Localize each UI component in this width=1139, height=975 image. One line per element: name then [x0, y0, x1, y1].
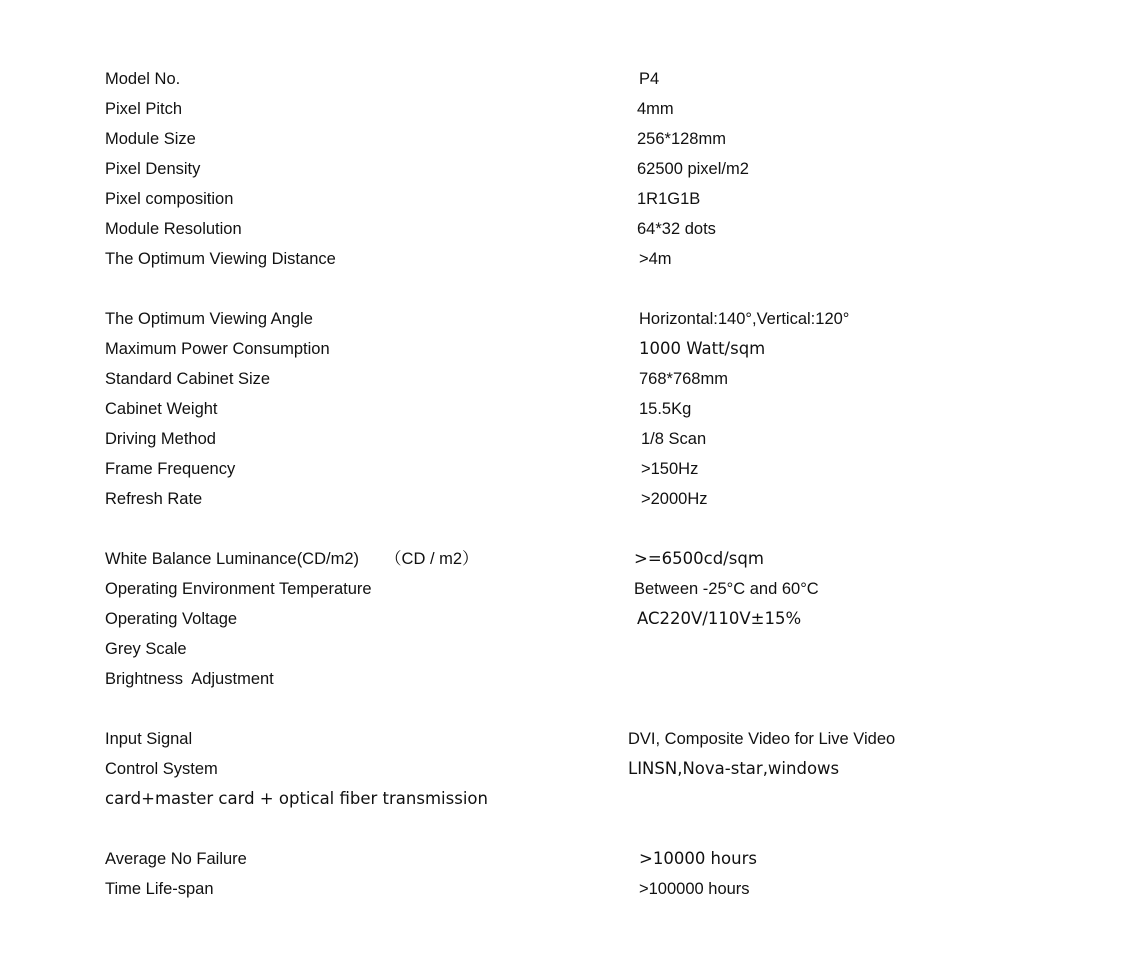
- spec-row-viewing-distance: [0, 244, 1139, 274]
- spec-label: Maximum Power Consumption: [105, 340, 330, 358]
- spec-label: Pixel Pitch: [105, 100, 183, 118]
- spec-value: P4: [639, 70, 660, 88]
- spec-label: Frame Frequency: [105, 460, 236, 478]
- spec-label: Pixel composition: [105, 190, 234, 208]
- spec-value: AC220V/110V±15%: [637, 609, 802, 628]
- spec-label: Driving Method: [105, 430, 216, 448]
- spec-value: Between -25°C and 60°C: [634, 580, 819, 598]
- spec-label: Model No.: [105, 70, 181, 88]
- spec-value: 256*128mm: [637, 130, 726, 148]
- spec-label: Operating Environment Temperature: [105, 580, 372, 598]
- spec-row-max-power: [0, 334, 1139, 364]
- spec-label: Module Resolution: [105, 220, 242, 238]
- spec-value: Horizontal:140°,Vertical:120°: [639, 310, 850, 328]
- spec-row-frame-frequency: [0, 454, 1139, 484]
- spec-row-driving-method: [0, 424, 1139, 454]
- spec-row-control-system: [0, 754, 1139, 784]
- spec-value: 64*32 dots: [637, 220, 716, 238]
- spec-value: 1/8 Scan: [641, 430, 707, 448]
- spec-value: >2000Hz: [641, 490, 708, 508]
- spec-value: LINSN,Nova-star,windows: [628, 759, 840, 778]
- spec-label: Cabinet Weight: [105, 400, 218, 418]
- spec-row-refresh-rate: [0, 484, 1139, 514]
- spec-value: >10000 hours: [639, 849, 757, 868]
- spec-value: 15.5Kg: [639, 400, 692, 418]
- spec-row-grey-scale: [0, 634, 1139, 664]
- spec-value: >150Hz: [641, 460, 699, 478]
- spec-value: 1000 Watt/sqm: [639, 339, 766, 358]
- spec-value: 62500 pixel/m2: [637, 160, 749, 178]
- spec-value: 1R1G1B: [637, 190, 701, 208]
- spec-label: Control System: [105, 760, 218, 778]
- spec-label-main: White Balance Luminance(CD/m2): [105, 550, 360, 568]
- spec-label: Refresh Rate: [105, 490, 203, 508]
- spec-value: >100000 hours: [639, 880, 750, 898]
- spec-label: Operating Voltage: [105, 610, 238, 628]
- spec-row-life-span: [0, 874, 1139, 904]
- spec-label: Module Size: [105, 130, 196, 148]
- spec-row-cabinet-weight: [0, 394, 1139, 424]
- spec-row-pixel-density: [0, 154, 1139, 184]
- spec-label: Average No Failure: [105, 850, 247, 868]
- spec-label: The Optimum Viewing Angle: [105, 310, 313, 328]
- spec-label-extra: （CD / m2）: [385, 550, 479, 568]
- spec-label: Time Life-span: [105, 880, 214, 898]
- spec-row-module-size: [0, 124, 1139, 154]
- spec-row-cabinet-size: [0, 364, 1139, 394]
- spec-value: 4mm: [637, 100, 674, 118]
- spec-label: Input Signal: [105, 730, 193, 748]
- spec-row-average-no-failure: [0, 844, 1139, 874]
- spec-label: Grey Scale: [105, 640, 187, 658]
- spec-label: Pixel Density: [105, 160, 201, 178]
- spec-value: 768*768mm: [639, 370, 728, 388]
- spec-row-control-system-note: [0, 784, 1139, 814]
- spec-value: >4m: [639, 250, 672, 268]
- spec-row-module-resolution: [0, 214, 1139, 244]
- spec-value: DVI, Composite Video for Live Video: [628, 730, 896, 748]
- spec-row-pixel-pitch: [0, 94, 1139, 124]
- spec-label: card+master card + optical fiber transmission: [105, 789, 488, 808]
- spec-row-viewing-angle: [0, 304, 1139, 334]
- spec-row-pixel-composition: [0, 184, 1139, 214]
- spec-label: The Optimum Viewing Distance: [105, 250, 336, 268]
- spec-row-operating-voltage: [0, 604, 1139, 634]
- spec-row-brightness-adjustment: [0, 664, 1139, 694]
- spec-label: Brightness Adjustment: [105, 670, 274, 688]
- spec-label: [105, 544, 479, 574]
- spec-row-white-balance: [0, 544, 1139, 574]
- spec-row-input-signal: [0, 724, 1139, 754]
- spec-row-model-no: [0, 64, 1139, 94]
- spec-label: Standard Cabinet Size: [105, 370, 271, 388]
- spec-value: >=6500cd/sqm: [634, 549, 764, 568]
- spec-row-operating-temp: [0, 574, 1139, 604]
